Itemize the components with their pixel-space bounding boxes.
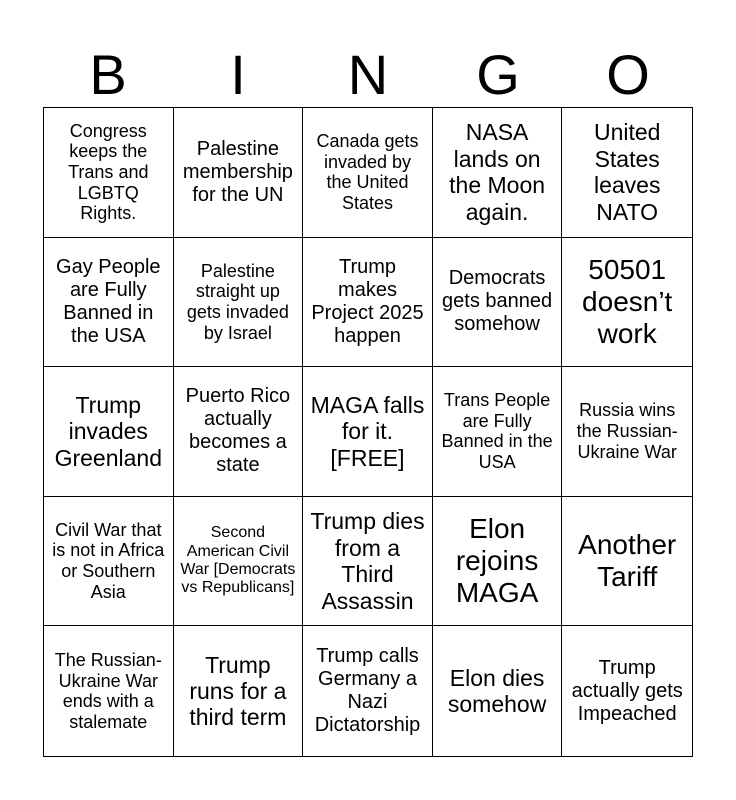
bingo-board bbox=[43, 107, 693, 757]
bingo-cell[interactable]: Puerto Rico actually becomes a state bbox=[174, 367, 304, 497]
bingo-cell-free[interactable]: MAGA falls for it. [FREE] bbox=[303, 367, 433, 497]
header-letter-o: O bbox=[606, 43, 650, 106]
bingo-cell[interactable]: Trans People are Fully Banned in the USA bbox=[433, 367, 563, 497]
bingo-cell[interactable]: Another Tariff bbox=[562, 497, 692, 627]
bingo-cell[interactable]: United States leaves NATO bbox=[562, 108, 692, 238]
bingo-cell[interactable]: Trump dies from a Third Assassin bbox=[303, 497, 433, 627]
header-letter-i: I bbox=[230, 43, 246, 106]
header-letter-g: G bbox=[476, 43, 520, 106]
bingo-cell[interactable]: Canada gets invaded by the United States bbox=[303, 108, 433, 238]
bingo-cell[interactable]: Gay People are Fully Banned in the USA bbox=[44, 238, 174, 368]
bingo-cell[interactable]: Palestine membership for the UN bbox=[174, 108, 304, 238]
bingo-cell[interactable]: Trump runs for a third term bbox=[174, 626, 304, 756]
bingo-cell[interactable]: Trump makes Project 2025 happen bbox=[303, 238, 433, 368]
header-letter-b: B bbox=[89, 43, 127, 106]
header-letter-n: N bbox=[347, 43, 389, 106]
bingo-cell[interactable]: Congress keeps the Trans and LGBTQ Rights. bbox=[44, 108, 174, 238]
bingo-cell[interactable]: The Russian-Ukraine War ends with a stalemate bbox=[44, 626, 174, 756]
bingo-cell[interactable]: Elon dies somehow bbox=[433, 626, 563, 756]
bingo-cell[interactable]: Trump calls Germany a Nazi Dictatorship bbox=[303, 626, 433, 756]
bingo-cell[interactable]: Trump actually gets Impeached bbox=[571, 656, 683, 725]
bingo-cell[interactable]: Democrats gets banned somehow bbox=[433, 238, 563, 368]
bingo-cell[interactable]: Palestine straight up gets invaded by Israel bbox=[174, 238, 304, 368]
bingo-cell[interactable]: 50501 doesn’t work bbox=[562, 238, 692, 368]
bingo-cell[interactable]: Russia wins the Russian-Ukraine War bbox=[562, 367, 692, 497]
bingo-cell[interactable]: Trump invades Greenland bbox=[44, 367, 174, 497]
bingo-cell[interactable]: Second American Civil War [Democrats vs Republicans] bbox=[174, 497, 304, 627]
bingo-header bbox=[43, 44, 693, 106]
bingo-cell[interactable]: Elon rejoins MAGA bbox=[433, 497, 563, 627]
bingo-cell[interactable]: Civil War that is not in Africa or Southern Asia bbox=[44, 497, 174, 627]
bingo-cell[interactable]: NASA lands on the Moon again. bbox=[433, 108, 563, 238]
